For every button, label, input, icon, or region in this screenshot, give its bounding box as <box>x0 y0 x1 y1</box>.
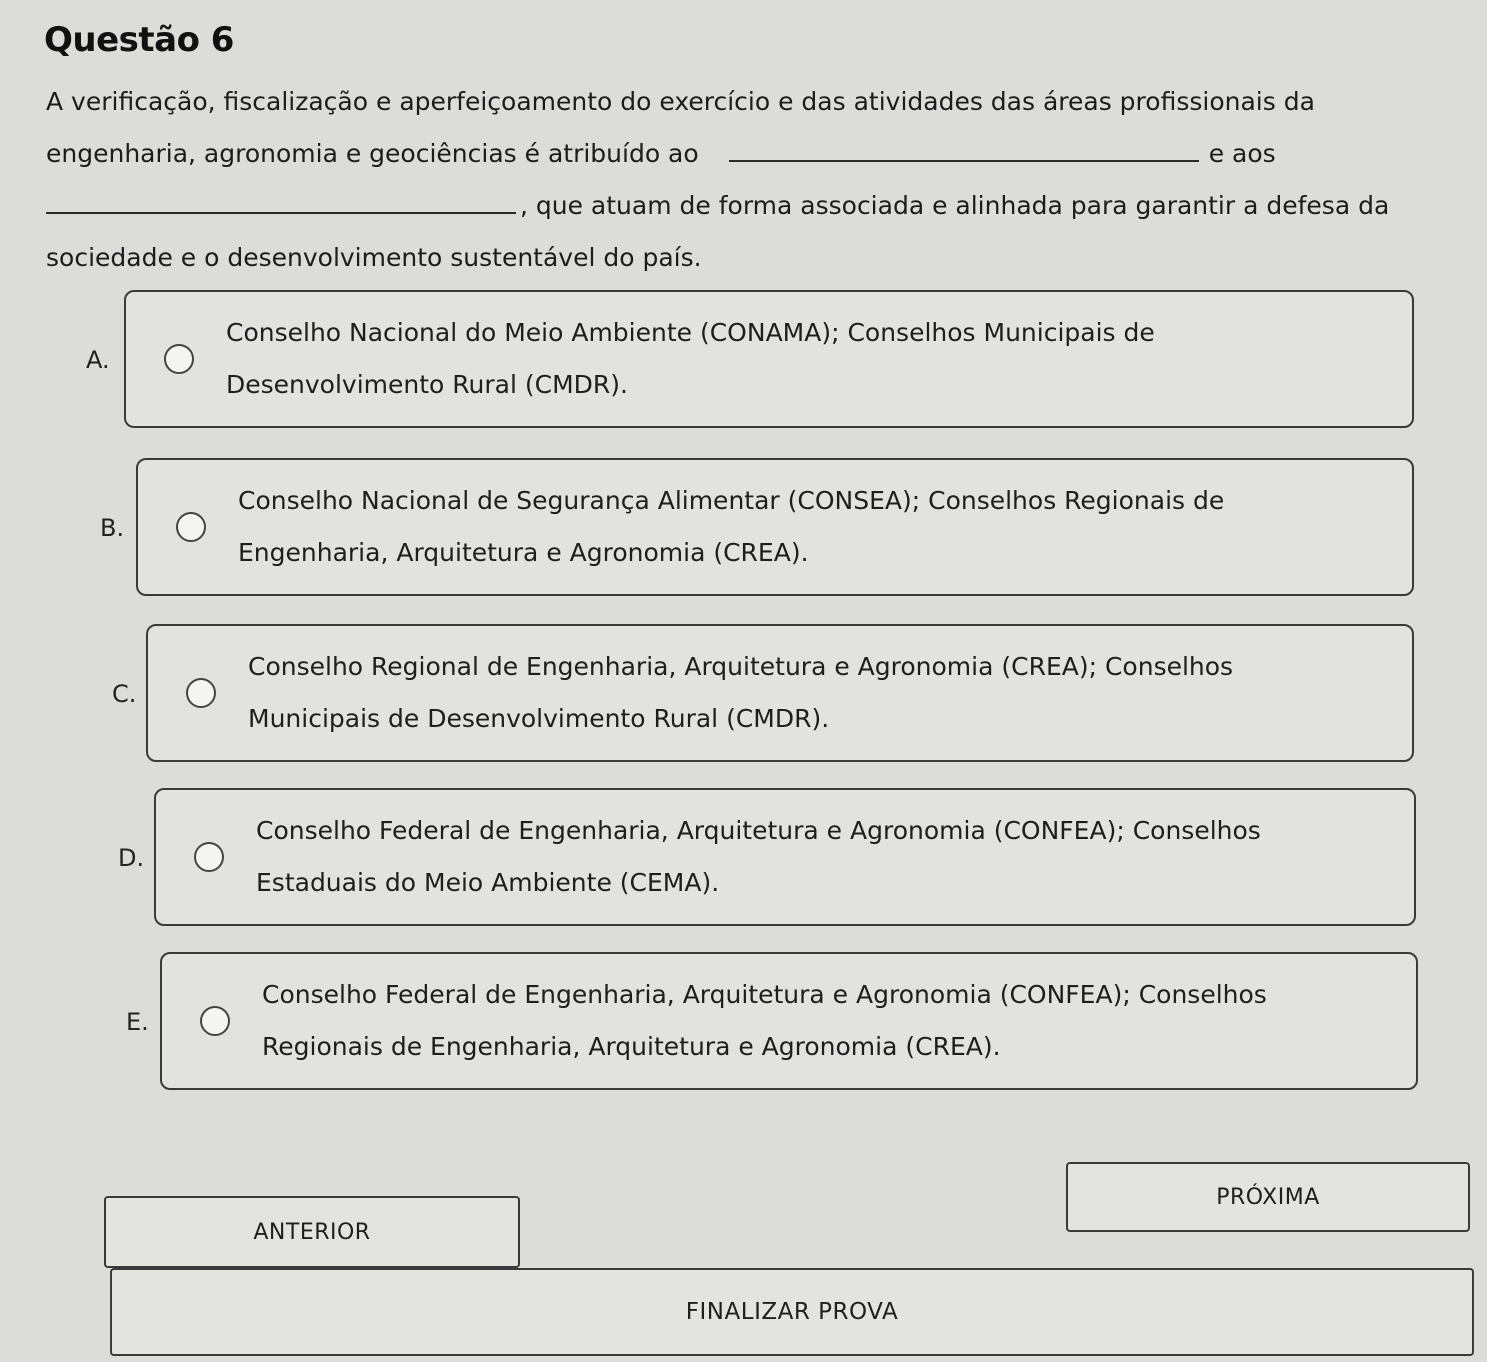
option-c-button[interactable] <box>146 624 1414 762</box>
option-a-button[interactable] <box>124 290 1414 428</box>
question-text-part1: A verificação, fiscalização e aperfeiçoamento do exercício e das atividades das áreas profissionais da engenharia, agronomia e geociências é atribuído ao <box>46 87 1315 168</box>
next-button[interactable] <box>1066 1162 1470 1232</box>
option-c-radio[interactable] <box>186 678 216 708</box>
option-b <box>98 458 1414 598</box>
previous-button-label: ANTERIOR <box>253 1219 371 1245</box>
option-c-letter: C. <box>112 680 137 708</box>
option-a-letter: A. <box>86 346 110 374</box>
option-c-text: Conselho Regional de Engenharia, Arquitetura e Agronomia (CREA); Conselhos Municipais de Desenvolvimento Rural (CMDR). <box>248 652 1234 733</box>
option-e-text: Conselho Federal de Engenharia, Arquitetura e Agronomia (CONFEA); Conselhos Regionais de Engenharia, Arquitetura e Agronomia (CREA). <box>262 980 1267 1061</box>
blank-1 <box>729 134 1199 162</box>
question-text-part2: e aos <box>1208 139 1276 168</box>
previous-button[interactable] <box>104 1196 520 1268</box>
question-title: Questão 6 <box>44 20 234 60</box>
option-a <box>84 290 1414 430</box>
option-d-radio[interactable] <box>194 842 224 872</box>
option-c <box>110 624 1414 764</box>
option-e-radio[interactable] <box>200 1006 230 1036</box>
option-e-letter: E. <box>126 1008 149 1036</box>
option-d-text: Conselho Federal de Engenharia, Arquitetura e Agronomia (CONFEA); Conselhos Estaduais do Meio Ambiente (CEMA). <box>256 816 1261 897</box>
option-e-button[interactable] <box>160 952 1418 1090</box>
blank-2 <box>46 186 516 214</box>
option-b-button[interactable] <box>136 458 1414 596</box>
option-e <box>124 952 1418 1092</box>
finish-exam-button[interactable] <box>110 1268 1474 1356</box>
option-b-letter: B. <box>100 514 125 542</box>
next-button-label: PRÓXIMA <box>1216 1184 1320 1210</box>
finish-exam-button-label: FINALIZAR PROVA <box>685 1299 899 1325</box>
option-d-button[interactable] <box>154 788 1416 926</box>
option-a-radio[interactable] <box>164 344 194 374</box>
option-d-letter: D. <box>118 844 145 872</box>
option-b-text: Conselho Nacional de Segurança Alimentar (CONSEA); Conselhos Regionais de Engenharia, Arquitetura e Agronomia (CREA). <box>238 486 1225 567</box>
option-d <box>116 788 1416 928</box>
question-text-part3: , que atuam de forma associada e alinhada para garantir a defesa da sociedade e o desenvolvimento sustentável do país. <box>46 191 1390 272</box>
option-b-radio[interactable] <box>176 512 206 542</box>
question-statement <box>46 76 1426 284</box>
option-a-text: Conselho Nacional do Meio Ambiente (CONAMA); Conselhos Municipais de Desenvolvimento Rural (CMDR). <box>226 318 1155 399</box>
